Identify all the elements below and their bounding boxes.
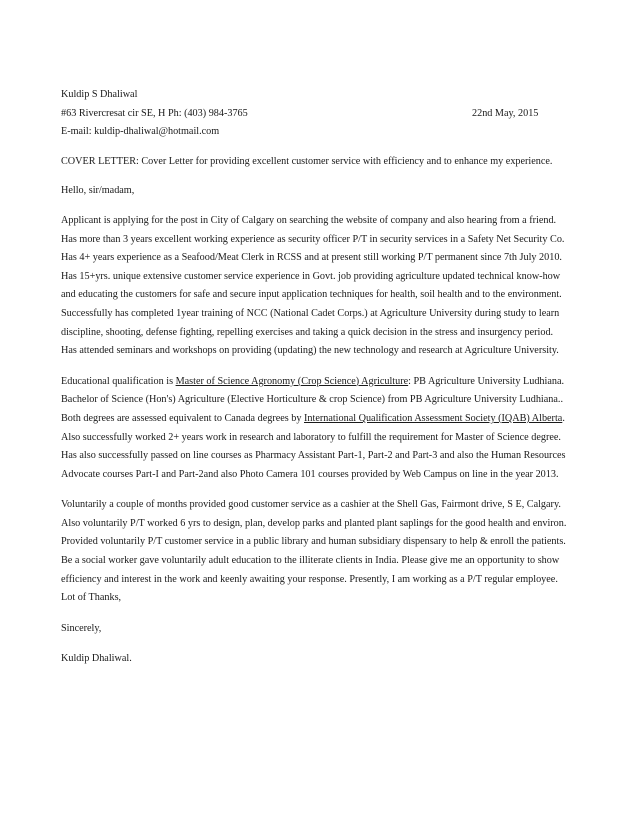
- signature: Kuldip Dhaliwal.: [61, 653, 132, 665]
- paragraph-line: Has 4+ years experience as a Seafood/Meat Clerk in RCSS and at present still working P/T permanent since 7th July 2010.: [61, 252, 562, 264]
- iqas-link[interactable]: International Qualification Assessment Society (IQAB) Alberta: [304, 412, 563, 424]
- paragraph-line: Has also successfully passed on line courses as Pharmacy Assistant Part-1, Part-2 and Part-3 and also the Human Resources: [61, 450, 566, 462]
- paragraph-line: [61, 373, 591, 392]
- text-segment: Educational qualification is: [61, 375, 176, 387]
- text-segment: .: [562, 412, 565, 424]
- paragraph-line: Has attended seminars and workshops on providing (updating) the new technology and research at Agriculture University.: [61, 345, 559, 357]
- paragraph-line: Successfully has completed 1year training of NCC (National Cadet Corps.) at Agriculture University during study to learn: [61, 307, 560, 319]
- paragraph-line: Advocate courses Part-I and Part-2and also Photo Camera 101 courses provided by Web Campus on line in the year 2013.: [61, 468, 559, 480]
- paragraph-line: Applicant is applying for the post in City of Calgary on searching the website of company and also hearing from a friend.: [61, 214, 557, 226]
- paragraph-line: [61, 410, 591, 429]
- paragraph-education: [61, 373, 591, 485]
- paragraph-line: Also successfully worked 2+ years work in research and laboratory to fulfill the requirement for Master of Science degree.: [61, 431, 561, 443]
- paragraph-line: Has 15+yrs. unique extensive customer service experience in Govt. job providing agriculture updated technical know-how: [61, 270, 561, 282]
- paragraph-line: and educating the customers for safe and secure input application techniques for health, soil health and to the environment.: [61, 289, 562, 301]
- cover-letter: [61, 86, 591, 669]
- subject-line: COVER LETTER: Cover Letter for providing excellent customer service with efficiency and to enhance my experience.: [61, 155, 553, 167]
- paragraph-line: efficiency and interest in the work and keenly awaiting your response. Presently, I am working as a P/T regular employee.: [61, 573, 558, 585]
- paragraph-line: Also voluntarily P/T worked 6 yrs to design, plan, develop parks and planted plant saplings for the good health and environ.: [61, 517, 567, 529]
- paragraph-line: Bachelor of Science (Hon's) Agriculture (Elective Horticulture & crop Science) from PB Agriculture University Ludhiana..: [61, 394, 563, 406]
- text-segment: Both degrees are assessed equivalent to Canada degrees by: [61, 412, 304, 424]
- address-row: [61, 105, 591, 124]
- closing: Sincerely,: [61, 622, 102, 634]
- paragraph-experience: [61, 212, 591, 361]
- text-segment: : PB Agriculture University Ludhiana.: [408, 375, 565, 387]
- paragraph-line: discipline, shooting, defense fighting, repelling exercises and taking a quick decision in the stress and insurgency period.: [61, 326, 554, 338]
- paragraph-line: Voluntarily a couple of months provided good customer service as a cashier at the Shell Gas, Fairmont drive, S E, Calgary.: [61, 499, 561, 511]
- paragraph-volunteer: [61, 496, 591, 608]
- sender-address: #63 Rivercresat cir SE, H Ph: (403) 984-3765: [61, 107, 248, 119]
- paragraph-line: Has more than 3 years excellent working experience as security officer P/T in security services in a Safety Net Security Co.: [61, 233, 565, 245]
- paragraph-line: Be a social worker gave voluntarily adult education to the illiterate clients in India. Please give me an opportunity to show: [61, 555, 560, 567]
- paragraph-line: Lot of Thanks,: [61, 592, 122, 604]
- sender-email: E-mail: kuldip-dhaliwal@hotmail.com: [61, 126, 220, 138]
- greeting: Hello, sir/madam,: [61, 185, 135, 197]
- sender-name: Kuldip S Dhaliwal: [61, 89, 138, 100]
- degree-link[interactable]: Master of Science Agronomy (Crop Science) Agriculture: [175, 375, 409, 387]
- letter-date: 22nd May, 2015: [472, 107, 539, 119]
- paragraph-line: Provided voluntarily P/T customer service in a public library and human subsidiary dispensary to help & enroll the patients.: [61, 536, 566, 548]
